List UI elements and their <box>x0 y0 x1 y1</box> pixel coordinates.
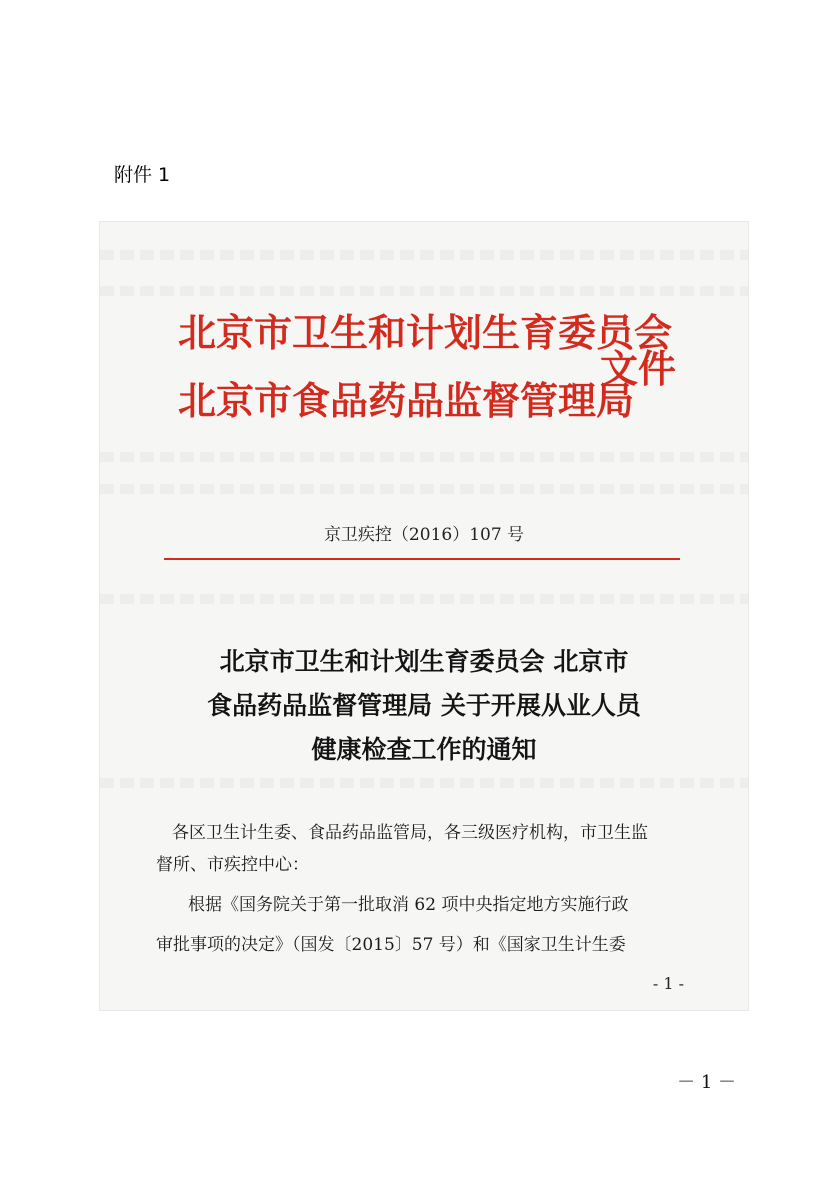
body-line-3: 根据《国务院关于第一批取消 62 项中央指定地方实施行政 <box>188 895 629 915</box>
issuer-header-line-1: 北京市卫生和计划生育委员会 <box>178 310 673 355</box>
bleed-through-line <box>100 452 748 462</box>
body-line-1: 各区卫生计生委、食品药品监管局，各三级医疗机构，市卫生监 <box>172 823 648 843</box>
issuer-header-suffix: 文件 <box>600 346 677 391</box>
body-line-2: 督所、市疾控中心： <box>156 855 309 875</box>
scanned-document <box>100 222 748 1010</box>
notice-title-line-1: 北京市卫生和计划生育委员会 北京市 <box>219 647 629 676</box>
notice-title-line-3: 健康检查工作的通知 <box>311 735 537 764</box>
issuer-header-line-2: 北京市食品药品监督管理局 <box>178 378 635 423</box>
bleed-through-line <box>100 286 748 296</box>
document-number: 京卫疾控（2016）107 号 <box>323 525 525 545</box>
bleed-through-line <box>100 594 748 604</box>
bleed-through-line <box>100 250 748 260</box>
attachment-label: 附件 1 <box>114 164 171 186</box>
scan-page-number: - 1 - <box>652 974 684 993</box>
bleed-through-line <box>100 484 748 494</box>
page-number: － 1 － <box>677 1072 736 1093</box>
bleed-through-line <box>100 778 748 788</box>
notice-title-line-2: 食品药品监督管理局 关于开展从业人员 <box>207 691 641 720</box>
red-divider <box>164 558 680 560</box>
body-line-4: 审批事项的决定》（国发〔2015〕57 号）和《国家卫生计生委 <box>156 935 626 955</box>
